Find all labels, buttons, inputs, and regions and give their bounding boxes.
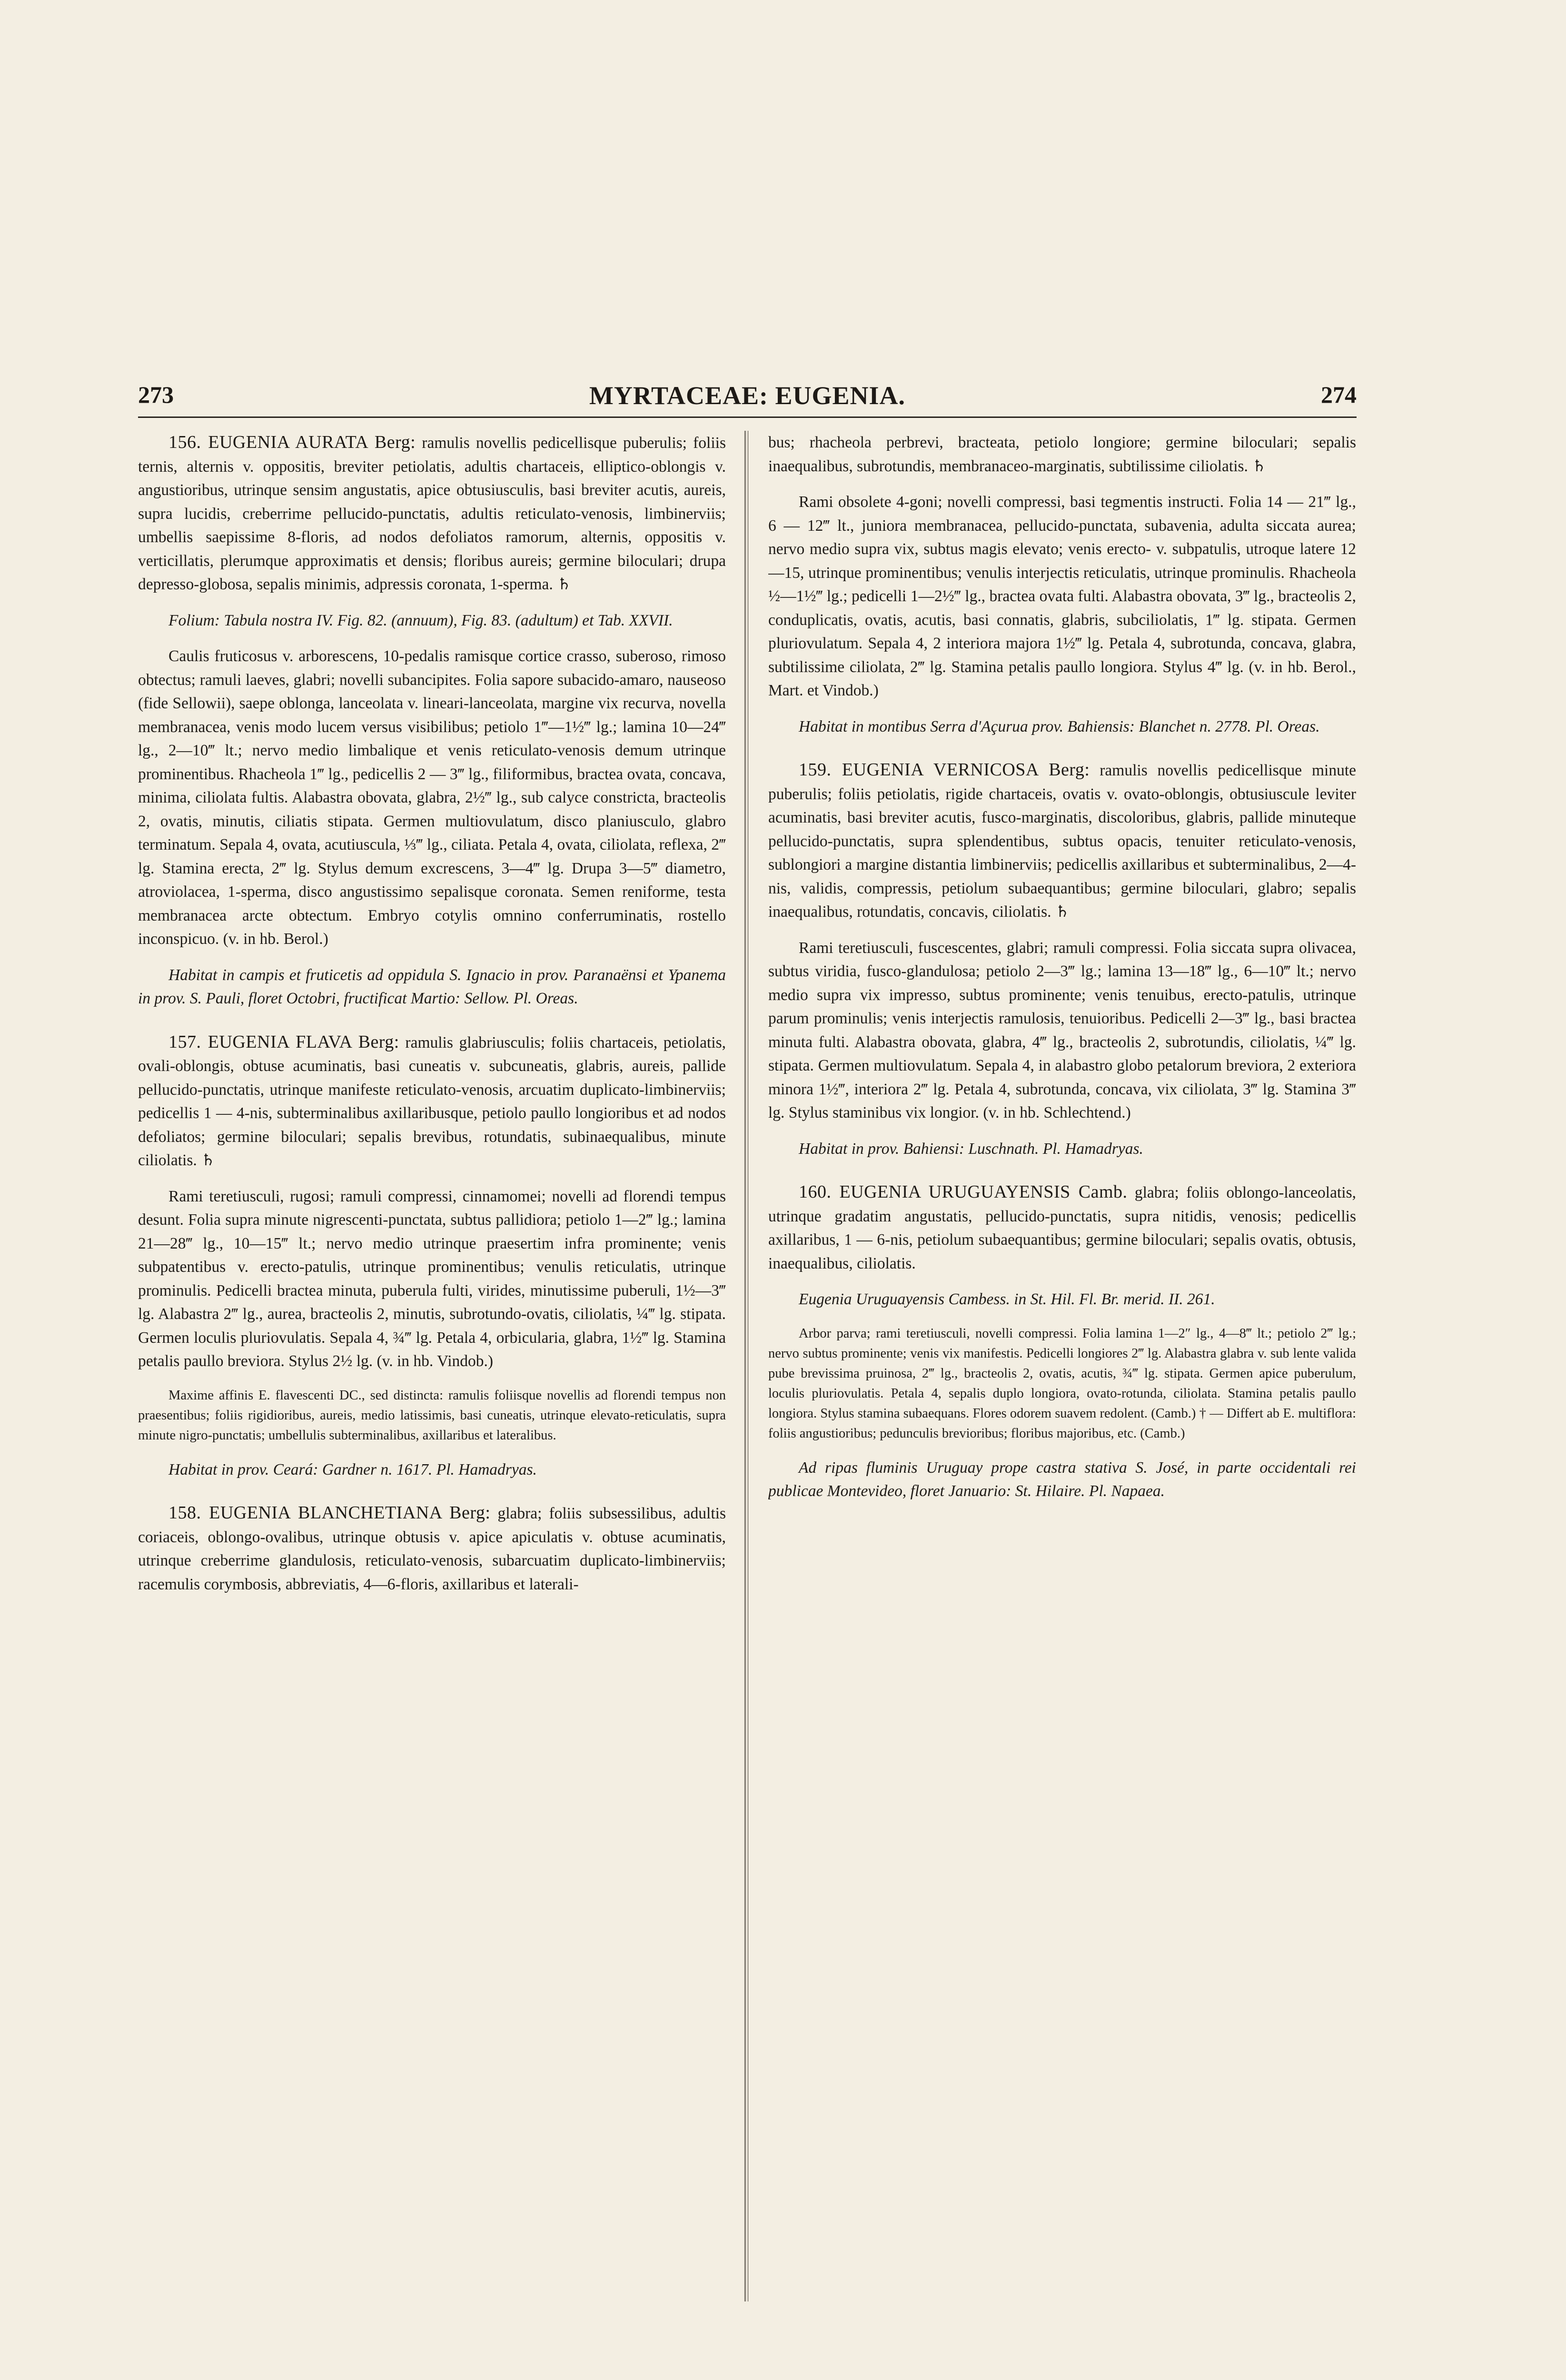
diagnosis-continued: bus; rhacheola perbrevi, bracteata, petiolo longiore; germine biloculari; sepalis inaequalibus, subrotundis, membranaceo-marginatis, subtilissime ciliolatis. ♄ [768, 434, 1356, 475]
diagnosis-text: ramulis novellis pedicellisque puberulis; foliis ternis, alternis v. oppositis, breviter petiolatis, adultis chartaceis, elliptico-oblongis v. angustioribus, utrinque sensim angustatis, apice obtusiusculis, basi breviter acutis, aureis, supra lucidis, creberrime pellucido-punctatis, adultis reticulato-venosis, limbinerviis; umbellis saepissime 8-floris, ad nodos defoliatos ramorum, alternis, oppositis v. verticillatis, plerumque approximatis et densis; floribus aureis; germine biloculari; drupa depresso-globosa, sepalis minimis, adpressis coronata, 1-sperma. ♄ [138, 434, 726, 593]
habitat-text: Habitat in prov. Bahiensi: Luschnath. Pl. Hamadryas. [799, 1140, 1143, 1158]
habitat-text: Ad ripas fluminis Uruguay prope castra stativa S. José, in parte occidentali rei publicae Montevideo, floret Januario: St. Hilaire. Pl. Napaea. [768, 1458, 1356, 1500]
species-entry-160 [768, 1180, 1356, 1275]
diagnosis-text: ramulis novellis pedicellisque minute puberulis; foliis petiolatis, rigide chartaceis, ovatis v. ovato-oblongis, obtusiuscule leviter acuminatis, basi breviter acutis, fusco-marginatis, discoloribus, glabris, pallide minuteque pellucido-punctatis, supra splendentibus, subtus opacis, tenuiter reticulato-venosis, sublongiori a margine distantia limbinerviis; pedicellis axillaribus et subterminalibus, 2—4-nis, validis, compressis, petiolum subaequantibus; germine biloculari, glabro; sepalis inaequalibus, rotundatis, concavis, ciliolatis. ♄ [768, 762, 1356, 921]
description-text: Arbor parva; rami teretiusculi, novelli compressi. Folia lamina 1—2″ lg., 4—8‴ lt.; petiolo 2‴ lg.; nervo subtus prominente; venis vix manifestis. Pedicelli longiores 2‴ lg. Alabastra glabra v. sub lente valida pube brevissima pruinosa, 2‴ lg., bracteolis 2, ovatis, acutis, ¾‴ lg. stipata. Germen apice puberulum, loculis pluriovulatis. Petala 4, sepalis duplo longiora, ovato-rotunda, ciliolata. Stamina petalis paullo longiora. Stylus stamina subaequans. Flores odorem suavem redolent. (Camb.) † — Differt ab E. multiflora: foliis angustioribus; pedunculis brevioribus; floribus majoribus, etc. (Camb.) [768, 1326, 1356, 1441]
habitat-text: Habitat in prov. Ceará: Gardner n. 1617. Pl. Hamadryas. [168, 1460, 537, 1478]
species-heading: 159. EUGENIA VERNICOSA Berg: [799, 760, 1090, 780]
header-rule [138, 416, 1357, 418]
diagnosis-text: ramulis glabriusculis; foliis chartaceis, petiolatis, ovali-oblongis, obtuse acuminatis, basi cuneatis v. subcuneatis, glabris, aureis, pallide pellucido-punctatis, utrinque manifeste reticulato-venosis, arcuatim duplicato-limbinerviis; pedicellis 1 — 4-nis, subterminalibus axillaribusque, petiolo paullo longioribus et ad nodos defoliatos; germine biloculari; sepalis brevibus, rotundatis, subinaequalibus, minute ciliolatis. ♄ [138, 1033, 726, 1169]
diagnosis-text: glabra; foliis oblongo-lanceolatis, utrinque gradatim angustatis, pellucido-punctatis, supra nitidis, venosis; pedicellis axillaribus, 1 — 6-nis, petiolum subaequantibus; germine biloculari; sepalis ovatis, obtusis, inaequalibus, ciliolatis. [768, 1184, 1356, 1272]
species-heading: 160. EUGENIA URUGUAYENSIS Camb. [799, 1182, 1128, 1202]
left-column [138, 431, 726, 2301]
page-header [138, 381, 1357, 409]
species-heading: 158. EUGENIA BLANCHETIANA Berg: [168, 1503, 491, 1523]
column-divider [744, 431, 748, 2301]
figure-citation: Folium: Tabula nostra IV. Fig. 82. (annuum), Fig. 83. (adultum) et Tab. XXVII. [168, 611, 673, 629]
species-entry-157 [138, 1031, 726, 1172]
diagnosis-text: glabra; foliis subsessilibus, adultis coriaceis, oblongo-ovalibus, utrinque obtusis v. apice apiculatis v. obtuse acuminatis, utrinque creberrime glandulosis, reticulato-venosis, subarcuatim duplicato-limbinerviis; racemulis corymbosis, abbreviatis, 4—6-floris, axillaribus et laterali- [138, 1505, 726, 1593]
habitat-text: Habitat in campis et fruticetis ad oppidula S. Ignacio in prov. Paranaënsi et Ypanema in prov. S. Pauli, floret Octobri, fructificat Martio: Sellow. Pl. Oreas. [138, 966, 726, 1007]
species-entry-159 [768, 758, 1356, 924]
species-entry-158 [138, 1501, 726, 1596]
literature-citation: Eugenia Uruguayensis Cambess. in St. Hil. Fl. Br. merid. II. 261. [799, 1290, 1215, 1308]
description-text: Rami obsolete 4-goni; novelli compressi, basi tegmentis instructi. Folia 14 — 21‴ lg., 6 — 12‴ lt., juniora membranacea, pellucido-punctata, subavenia, adulta siccata aurea; nervo medio supra vix, subtus magis elevato; venis erecto- v. subpatulis, utroque latere 12—15, utrinque prominentibus; venulis interjectis reticulatis, utrinque prominulis. Rhacheola ½—1½‴ lg.; pedicelli 1—2½‴ lg., bractea ovata fulti. Alabastra obovata, 3‴ lg., bracteolis 2, conduplicatis, ovatis, acutis, basi connatis, glabris, subciliolatis, 1‴ lg. stipata. Germen pluriovulatum. Sepala 4, 2 interiora majora 1½‴ lg. Petala 4, subrotunda, concava, glabra, subtilissime ciliolata, 2‴ lg. Stamina petalis paullo longiora. Stylus 4‴ lg. (v. in hb. Berol., Mart. et Vindob.) [768, 493, 1356, 699]
species-heading: 156. EUGENIA AURATA Berg: [168, 432, 416, 452]
note-text: Maxime affinis E. flavescenti DC., sed distincta: ramulis foliisque novellis ad florendi tempus non praesentibus; foliis rigidioribus, aureis, medio latissimis, basi cuneatis, utrinque elevato-reticulatis, supra minute nigro-punctatis; umbellulis subterminalibus, axillaribus et lateralibus. [138, 1388, 726, 1443]
running-title: MYRTACEAE: EUGENIA. [589, 381, 906, 410]
description-text: Rami teretiusculi, fuscescentes, glabri; ramuli compressi. Folia siccata supra olivacea, subtus viridia, fusco-glandulosa; petiolo 2—3‴ lg.; lamina 13—18‴ lg., 6—10‴ lt.; nervo medio supra vix impresso, subtus prominente; venis tenuibus, erecto-patulis, utrinque parum prominulis; venis interjectis ramulosis, tenuioribus. Pedicelli 2—3‴ lg., basi bractea minuta fulti. Alabastra obovata, glabra, 4‴ lg., bracteolis 2, subrotundis, ciliolatis, ¼‴ lg. stipata. Germen multiovulatum. Sepala 4, in alabastro globo petalorum breviora, 2 exteriora minora 1½‴, interiora 2‴ lg. Petala 4, subrotunda, concava, vix ciliolata, 3‴ lg. Stamina 3‴ lg. Stylus staminibus vix longior. (v. in hb. Schlechtend.) [768, 939, 1356, 1121]
description-text: Rami teretiusculi, rugosi; ramuli compressi, cinnamomei; novelli ad florendi tempus desunt. Folia supra minute nigrescenti-punctata, subtus pallidiora; petiolo 1—2‴ lg.; lamina 21—28‴ lg., 10—15‴ lt.; nervo medio utrinque praesertim infra prominente; venis subpatentibus v. erecto-patulis, utrinque prominentibus; venulis reticulatis, utrinque prominulis. Pedicelli bractea minuta, puberula fulti, virides, minutissime puberuli, 1½—3‴ lg. Alabastra 2‴ lg., aurea, bracteolis 2, minutis, subrotundo-ovatis, ciliolatis, ¼‴ lg. stipata. Germen loculis pluriovulatis. Sepala 4, ¾‴ lg. Petala 4, orbicularia, glabra, 1½‴ lg. Stamina petalis paullo breviora. Stylus 2½ lg. (v. in hb. Vindob.) [138, 1187, 726, 1370]
species-heading: 157. EUGENIA FLAVA Berg: [168, 1031, 399, 1052]
page-number-left: 273 [138, 381, 174, 408]
description-text: Caulis fruticosus v. arborescens, 10-pedalis ramisque cortice crasso, suberoso, rimoso obtectus; ramuli laeves, glabri; novelli subancipites. Folia sapore subacido-amaro, nauseoso (fide Sellowii), saepe oblonga, lanceolata v. lineari-lanceolata, margine vix recurva, novella membranacea, venis modo lucem versus visibilibus; petiolo 1‴—1½‴ lg.; lamina 10—24‴ lg., 2—10‴ lt.; nervo medio limbalique et venis reticulato-venosis demum utrinque prominentibus. Rhacheola 1‴ lg., pedicellis 2 — 3‴ lg., filiformibus, bractea ovata, concava, minima, ciliolata fultis. Alabastra obovata, glabra, 2½‴ lg., sub calyce constricta, bracteolis 2, ovatis, minutis, ciliatis stipata. Germen multiovulatum, disco planiusculo, glabro terminatum. Sepala 4, ovata, acutiuscula, ⅓‴ lg., ciliata. Petala 4, ovata, ciliolata, reflexa, 2‴ lg. Stamina erecta, 2‴ lg. Stylus demum excrescens, 3—4‴ lg. Drupa 3—5‴ diametro, atroviolacea, 1-sperma, disco angustissimo sepalisque coronata. Semen reniforme, testa membranacea arcte obtectum. Embryo cotylis omnino conferruminatis, rostello inconspicuo. (v. in hb. Berol.) [138, 647, 726, 948]
habitat-text: Habitat in montibus Serra d'Açurua prov. Bahiensis: Blanchet n. 2778. Pl. Oreas. [799, 717, 1320, 735]
right-column [768, 431, 1356, 2301]
species-entry-156 [138, 431, 726, 596]
page-number-right: 274 [1321, 381, 1357, 408]
